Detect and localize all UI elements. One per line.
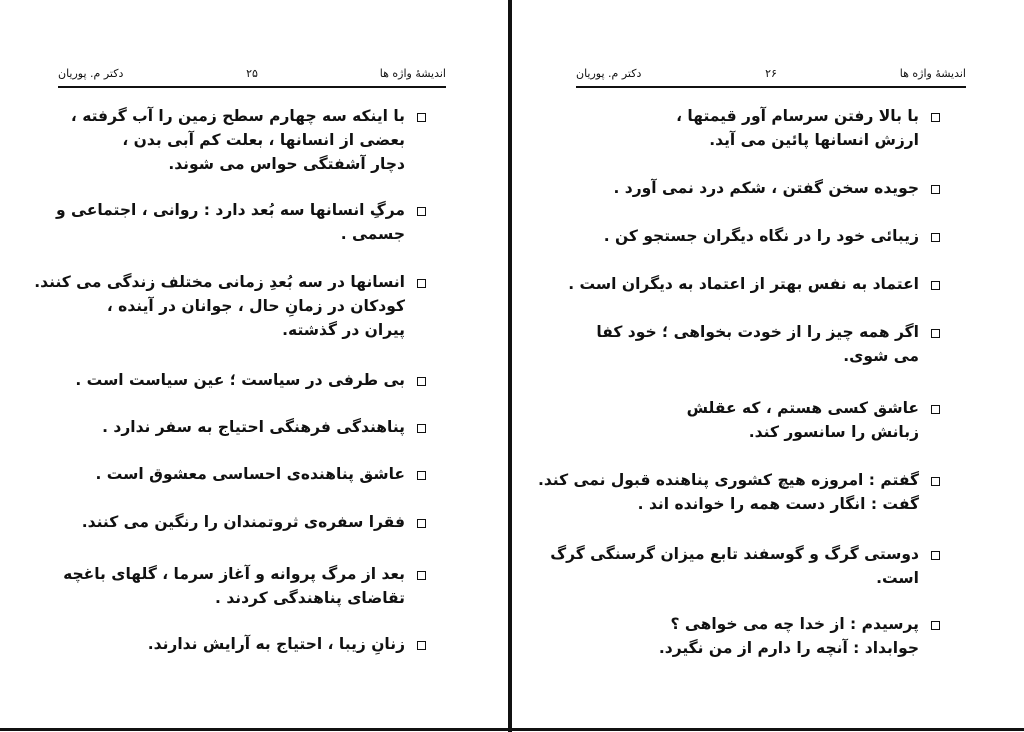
square-bullet-icon xyxy=(417,207,426,216)
aphorism-line: بعد از مرگ پروانه و آغاز سرما ، گلهای باغچه xyxy=(63,565,405,583)
aphorism-line: تقاضای پناهندگی کردند . xyxy=(215,589,405,607)
aphorism-item xyxy=(60,562,426,610)
aphorism-text xyxy=(584,224,919,248)
square-bullet-icon xyxy=(931,621,940,630)
square-bullet-icon xyxy=(417,641,426,650)
square-bullet-icon xyxy=(417,424,426,433)
page-number: ۲۵ xyxy=(246,67,258,80)
aphorism-text xyxy=(568,272,919,296)
aphorism-text xyxy=(584,612,919,660)
aphorism-line: مرگِ انسانها سه بُعد دارد : روانی ، اجتماعی و xyxy=(56,201,405,219)
aphorism-item xyxy=(60,462,426,486)
aphorism-item xyxy=(60,104,426,176)
aphorism-line: گفتم : امروزه هیچ کشوری پناهنده قبول نمی کند. xyxy=(537,471,919,489)
book-title: اندیشهٔ واژه ها xyxy=(379,67,446,80)
aphorism-item xyxy=(568,272,940,296)
aphorism-item xyxy=(584,224,940,248)
aphorism-line: بی طرفی در سیاست ؛ عین سیاست است . xyxy=(75,371,405,389)
aphorism-text xyxy=(584,396,919,444)
author-name: دکتر م. پوریان xyxy=(58,67,124,80)
square-bullet-icon xyxy=(931,233,940,242)
aphorism-line: پناهندگی فرهنگی احتیاج به سفر ندارد . xyxy=(102,418,405,436)
aphorism-line: با اینکه سه چهارم سطح زمین را آب گرفته ، xyxy=(70,107,405,125)
square-bullet-icon xyxy=(417,377,426,386)
left-page xyxy=(0,0,508,728)
square-bullet-icon xyxy=(931,405,940,414)
aphorism-line: اگر همه چیز را از خودت بخواهی ؛ خود کفا xyxy=(596,323,919,341)
aphorism-item xyxy=(584,320,940,368)
square-bullet-icon xyxy=(417,113,426,122)
square-bullet-icon xyxy=(931,281,940,290)
aphorism-line: زیبائی خود را در نگاه دیگران جستجو کن . xyxy=(603,227,919,245)
aphorism-line: عاشق کسی هستم ، که عقلش xyxy=(686,399,919,417)
aphorism-text xyxy=(584,176,919,200)
aphorism-text xyxy=(60,562,405,610)
aphorism-text xyxy=(584,320,919,368)
aphorism-text xyxy=(34,270,405,342)
square-bullet-icon xyxy=(931,113,940,122)
aphorism-item xyxy=(584,612,940,660)
aphorism-line: پیران در گذشته. xyxy=(282,321,405,339)
page-header xyxy=(58,60,446,88)
square-bullet-icon xyxy=(931,477,940,486)
aphorism-line: با بالا رفتن سرسام آور قیمتها ، xyxy=(676,107,919,125)
aphorism-text xyxy=(60,368,405,392)
aphorism-line: جویده سخن گفتن ، شکم درد نمی آورد . xyxy=(613,179,919,197)
aphorism-line: زبانش را سانسور کند. xyxy=(748,423,919,441)
aphorism-line: بعضی از انسانها ، بعلت کم آبی بدن ، xyxy=(122,131,405,149)
aphorism-line: جوابداد : آنچه را دارم از من نگیرد. xyxy=(658,639,919,657)
aphorism-item xyxy=(584,176,940,200)
right-page xyxy=(512,0,1024,728)
aphorism-text xyxy=(550,542,919,590)
aphorism-line: دوستی گرگ و گوسفند تابع میزان گرسنگی گرگ xyxy=(550,545,919,563)
aphorism-text xyxy=(584,104,919,152)
book-title: اندیشهٔ واژه ها xyxy=(899,67,966,80)
aphorism-item xyxy=(56,198,426,246)
aphorism-item xyxy=(550,542,940,590)
square-bullet-icon xyxy=(417,471,426,480)
aphorism-text xyxy=(60,510,405,534)
square-bullet-icon xyxy=(931,551,940,560)
square-bullet-icon xyxy=(931,329,940,338)
aphorism-line: عاشق پناهنده‌ی احساسی معشوق است . xyxy=(95,465,405,483)
aphorism-line: زنانِ زیبا ، احتیاج به آرایش ندارند. xyxy=(147,635,405,653)
aphorism-item xyxy=(537,468,940,516)
square-bullet-icon xyxy=(417,519,426,528)
aphorism-line: جسمی . xyxy=(340,225,405,243)
author-name: دکتر م. پوریان xyxy=(576,67,642,80)
aphorism-text xyxy=(60,104,405,176)
square-bullet-icon xyxy=(417,279,426,288)
aphorism-item xyxy=(60,368,426,392)
aphorism-text xyxy=(60,632,405,656)
aphorism-text xyxy=(56,198,405,246)
aphorism-text xyxy=(538,468,919,516)
aphorism-line: گفت : انگار دست همه را خوانده اند . xyxy=(637,495,919,513)
aphorism-text xyxy=(60,415,405,439)
page-header xyxy=(576,60,966,88)
aphorism-line: دچار آشفتگی حواس می شوند. xyxy=(168,155,405,173)
aphorism-item xyxy=(34,270,426,342)
aphorism-item xyxy=(584,104,940,152)
square-bullet-icon xyxy=(931,185,940,194)
square-bullet-icon xyxy=(417,571,426,580)
aphorism-line: است. xyxy=(876,569,919,587)
bottom-rule xyxy=(0,728,1024,731)
aphorism-text xyxy=(60,462,405,486)
aphorism-line: انسانها در سه بُعدِ زمانی مختلف زندگی می کنند. xyxy=(34,273,405,291)
aphorism-line: فقرا سفره‌ی ثروتمندان را رنگین می کنند. xyxy=(81,513,405,531)
aphorism-item xyxy=(60,510,426,534)
aphorism-line: می شوی. xyxy=(843,347,919,365)
page-number: ۲۶ xyxy=(765,67,777,80)
aphorism-line: کودکان در زمانِ حال ، جوانان در آینده ، xyxy=(106,297,405,315)
aphorism-line: ارزش انسانها پائین می آید. xyxy=(709,131,919,149)
aphorism-item xyxy=(60,632,426,656)
aphorism-line: اعتماد به نفس بهتر از اعتماد به دیگران است . xyxy=(568,275,919,293)
aphorism-item xyxy=(584,396,940,444)
aphorism-line: پرسیدم : از خدا چه می خواهی ؟ xyxy=(670,615,919,633)
aphorism-item xyxy=(60,415,426,439)
